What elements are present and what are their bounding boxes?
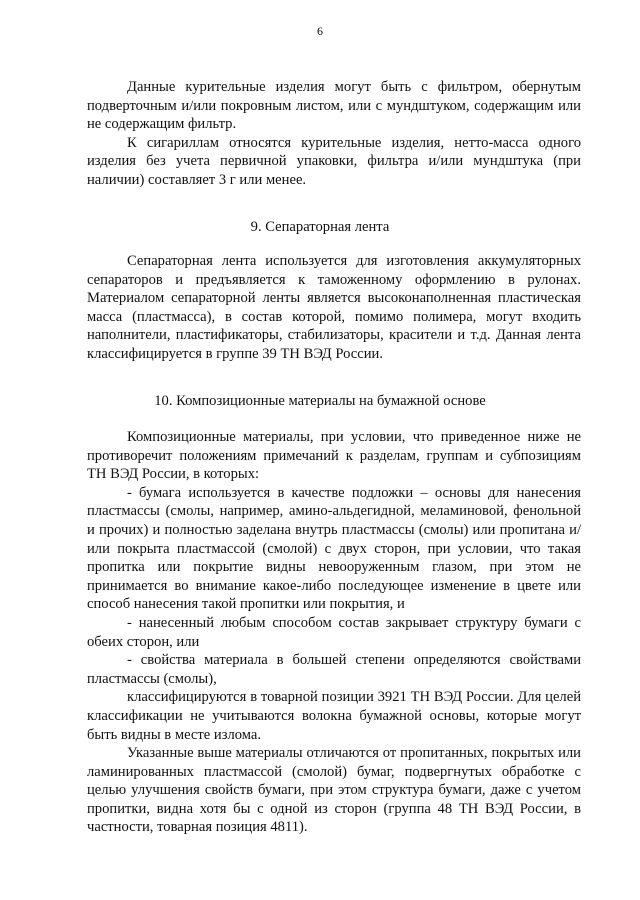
paragraph: Данные курительные изделия могут быть с фильтром, обернутым подверточным и/или покровным листом, или с мундштуком, содержащим или не содержащим фильтр. [87,79,581,133]
paragraph: К сигариллам относятся курительные изделия, нетто-масса одного изделия без учета первичной упаковки, фильтра и/или мундштука (при наличии) составляет 3 г или менее. [87,134,581,188]
paragraph: Указанные выше материалы отличаются от пропитанных, покрытых или ламинированных пластмассой (смолой) бумаг, подвергнутых обработке с целью улучшения свойств бумаги, при этом структура бумаги, даже с учетом пропитки, видна хотя бы с одной из сторон (группа 48 ТН ВЭД России, в частности, товарная позиция 4811). [87,745,581,836]
list-item: - бумага используется в качестве подложки – основы для нанесения пластмассы (смолы, например, амино-альдегидной, меламиновой, фенольной и прочих) и полностью заделана внутрь пластмассы (смолы) или пропитана и/или покрыта пластмассой (смолой) с двух сторон, при условии, что такая пропитка или покрытие видны невооруженным глазом, при этом не принимается во внимание какое-либо последующее изменение в цвете или способ нанесения такой пропитки или покрытия, и [87,484,581,613]
section-9-heading: 9. Сепараторная лента [250,219,390,235]
previous-section-text [87,78,581,190]
list-item: - свойства материала в большей степени определяются свойствами пластмассы (смолы), [87,652,581,687]
section-10-body [87,428,581,837]
page-number: 6 [317,24,323,38]
list-item: - нанесенный любым способом состав закрывает структуру бумаги с обеих сторон, или [87,614,581,650]
paragraph: Сепараторная лента используется для изготовления аккумуляторных сепараторов и предъявляется к таможенному оформлению в рулонах. Материалом сепараторной ленты является высоконаполненная пластическая масса (пластмасса), в состав которой, помимо полимера, могут входить наполнители, пластификаторы, стабилизаторы, красители и т.д. Данная лента классифицируется в группе 39 ТН ВЭД России. [87,253,581,362]
paragraph: классифицируются в товарной позиции 3921 ТН ВЭД России. Для целей классификации не учитываются волокна бумажной основы, которые могут быть видны в месте излома. [87,689,581,743]
paragraph: Композиционные материалы, при условии, что приведенное ниже не противоречит положениям примечаний к разделам, группам и субпозициям ТН ВЭД России, в которых: [87,429,581,483]
section-9-body [87,252,581,364]
section-10-heading: 10. Композиционные материалы на бумажной основе [154,393,486,409]
